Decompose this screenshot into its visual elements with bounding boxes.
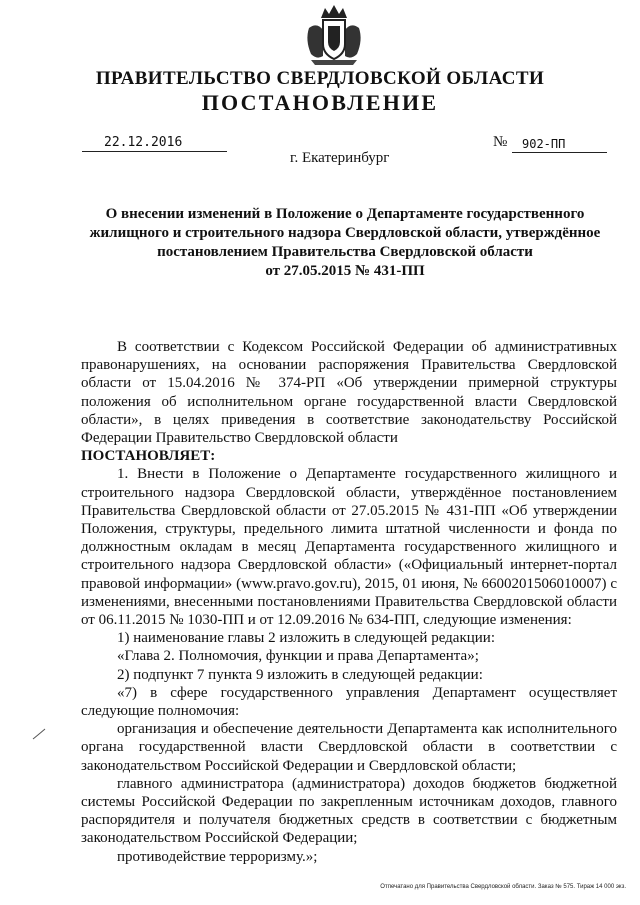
document-date: 22.12.2016 (82, 135, 227, 152)
print-footer: Отпечатано для Правительства Свердловской области. Заказ № 575. Тираж 14 000 экз. (380, 884, 626, 890)
subitem-1-text: «Глава 2. Полномочия, функции и права Департамента»; (117, 648, 479, 665)
document-body (81, 338, 617, 866)
document-type: ПОСТАНОВЛЕНИЕ (201, 90, 439, 115)
power-organization: организация и обеспечение деятельности Департамента как исполнительного органа государственной власти Свердловской области в соответствии с законодательством Российской Федерации и Свердловской области; (81, 721, 617, 774)
title-line: постановлением Правительства Свердловской области (157, 244, 533, 260)
subitem-1: 1) наименование главы 2 изложить в следующей редакции: (117, 630, 495, 647)
item-1-paragraph: 1. Внести в Положение о Департаменте государственного жилищного и строительного надзора Свердловской области, утверждённое постановлением Правительства Свердловской области от 27.05.2015 № 431-ПП «Об утверждении Положения, структуры, предельного лимита штатной численности и фонда по должностным окладам в месяц Департамента государственного жилищного и строительного надзора Свердловской области» («Официальный интернет-портал правовой информации» (www.pravo.gov.ru), 2015, 01 июня, № 6600201506010007) с изменениями, внесенными постановлениями Правительства Свердловской области от 06.11.2015 № 1030-ПП и от 12.09.2016 № 634-ПП, следующие изменения: (81, 466, 617, 629)
resolves-heading: ПОСТАНОВЛЯЕТ: (81, 448, 216, 465)
margin-pen-mark (32, 727, 46, 741)
subitem-2-text: «7) в сфере государственного управления Департамент осуществляет следующие полномочия: (81, 684, 617, 720)
power-budget: главного администратора (администратора) доходов бюджетов бюджетной системы Российской Федерации по закрепленным источникам доходов, главного распорядителя и получателя бюджетных средств в соответствии с бюджетным законодательством Российской Федерации; (81, 775, 617, 847)
document-number: 902-ПП (512, 137, 607, 153)
organization-name: ПРАВИТЕЛЬСТВО СВЕРДЛОВСКОЙ ОБЛАСТИ (95, 68, 545, 89)
title-line: О внесении изменений в Положение о Департаменте государственного (105, 206, 585, 222)
subitem-2: 2) подпункт 7 пункта 9 изложить в следующей редакции: (117, 666, 483, 683)
document-title (85, 205, 605, 281)
number-sign: № (493, 134, 508, 150)
title-line: от 27.05.2015 № 431-ПП (265, 263, 425, 279)
coat-of-arms-icon (301, 4, 367, 66)
power-counterterrorism: противодействие терроризму.»; (117, 848, 318, 865)
city: г. Екатеринбург (290, 150, 390, 166)
title-line: жилищного и строительного надзора Свердловской области, утверждённое (89, 225, 601, 241)
intro-paragraph: В соответствии с Кодексом Российской Федерации об административных правонарушениях, на основании распоряжения Правительства Свердловской области от 15.04.2016 № 374-РП «Об утверждении примерной структуры положения об исполнительном органе государственной власти Свердловской области», в целях приведения в соответствие законодательству Российской Федерации Правительство Свердловской области (81, 339, 617, 447)
